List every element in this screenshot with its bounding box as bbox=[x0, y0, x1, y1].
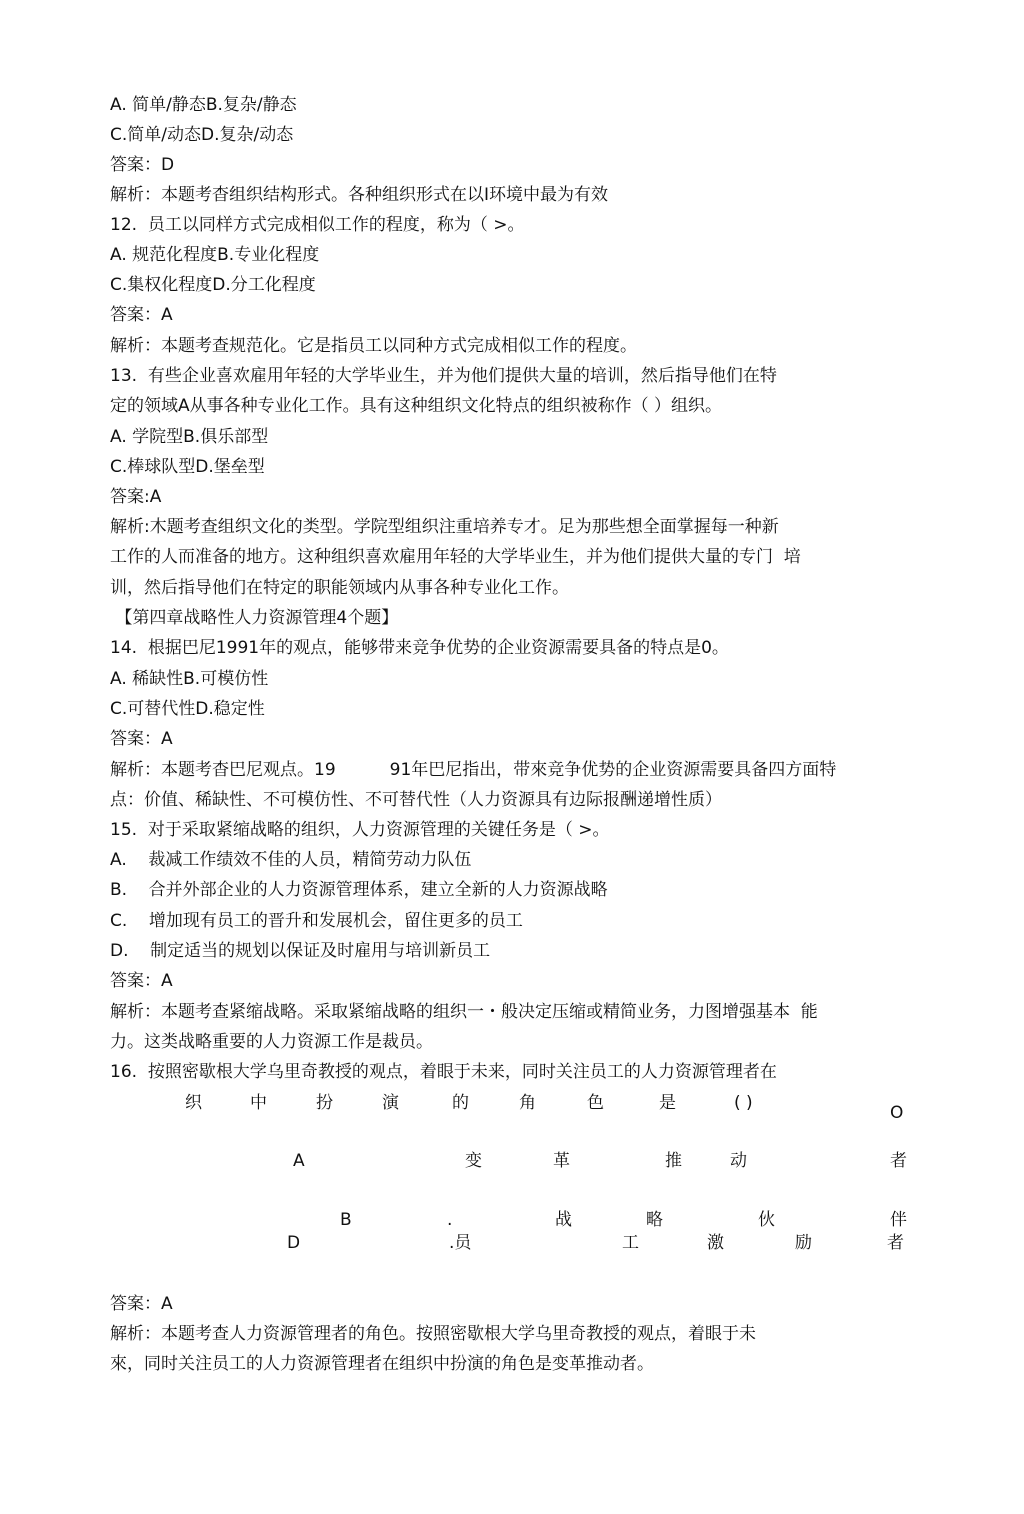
line-06: A. 规范化程度B.专业化程度 bbox=[110, 245, 320, 265]
line-13: C.棒球队型D.堡垒型 bbox=[110, 457, 265, 477]
line-16: 工作的人而准备的地方。这种组织喜欢雇用年轻的大学毕业生，并为他们提供大量的专门 培 bbox=[110, 547, 801, 567]
line-21: C.可替代性D.稳定性 bbox=[110, 699, 265, 719]
q16-row1-char: 织 bbox=[185, 1093, 202, 1113]
q16-row1-char: 的 bbox=[452, 1093, 469, 1113]
q16-option-a-char: 者 bbox=[890, 1151, 907, 1171]
line-25: 15. 对于采取紧缩战略的组织，人力资源管理的关键任务是（ >。 bbox=[110, 820, 610, 840]
q16-option-a-char: 动 bbox=[730, 1151, 747, 1171]
q16-option-b-char: 战 bbox=[555, 1210, 572, 1230]
q16-row1-char: 演 bbox=[382, 1093, 399, 1113]
q16-row1-char: 是 bbox=[659, 1093, 676, 1113]
q16-option-d-char: 工 bbox=[622, 1233, 639, 1253]
line-19: 14. 根据巴尼1991年的观点，能够带来竞争优势的企业资源需要具备的特点是0。 bbox=[110, 638, 729, 658]
line-31: 解析：本题考查紧缩战略。采取紧缩战略的组织一・般决定压缩或精简业务，力图增强基本 能 bbox=[110, 1002, 818, 1022]
line-15: 解析:木题考查组织文化的类型。学院型组织注重培养专才。足为那些想全面掌握每一种新 bbox=[110, 517, 779, 537]
line-08: 答案：A bbox=[110, 305, 173, 325]
line-27: B. 合并外部企业的人力资源管理体系，建立全新的人力资源战略 bbox=[110, 880, 608, 900]
q16-row1-char: 中 bbox=[250, 1093, 267, 1113]
q16-row1-char: 色 bbox=[587, 1093, 604, 1113]
q16-option-a-char: 革 bbox=[553, 1151, 570, 1171]
line-26: A. 裁减工作绩效不佳的人员，精简劳动力队伍 bbox=[110, 850, 472, 870]
q16-row1-char: 扮 bbox=[316, 1093, 333, 1113]
line-24: 点：价值、稀缺性、不可模仿性、不可替代性（人力资源具有边际报酬递增性质） bbox=[110, 790, 722, 810]
line-07: C.集权化程度D.分工化程度 bbox=[110, 275, 316, 295]
line-33: 16. 按照密歇根大学乌里奇教授的观点，着眼于未来，同时关注员工的人力资源管理者在 bbox=[110, 1062, 777, 1082]
line-09: 解析：本题考查规范化。它是指员工以同种方式完成相似工作的程度。 bbox=[110, 336, 637, 356]
q16-row1-char: ( ) bbox=[734, 1093, 753, 1113]
q16-option-d-char: 者 bbox=[887, 1233, 904, 1253]
line-12: A. 学院型B.俱乐部型 bbox=[110, 427, 269, 447]
q16-option-b-char: 伙 bbox=[758, 1210, 775, 1230]
line-11: 定的领域A从事各种专业化工作。具有这种组织文化特点的组织被称作（ ）组织。 bbox=[110, 396, 723, 416]
q16-explanation-2: 來，同时关注员工的人力资源管理者在组织中扮演的角色是变革推动者。 bbox=[110, 1354, 654, 1374]
line-29: D. 制定适当的规划以保证及时雇用与培训新员工 bbox=[110, 941, 491, 961]
q16-o-mark: O bbox=[890, 1103, 904, 1123]
line-02: C.简单/动态D.复杂/动态 bbox=[110, 125, 294, 145]
q16-answer: 答案：A bbox=[110, 1294, 173, 1314]
line-23: 解析：本题考杳巴尼观点。19 91年巴尼指出，带來竞争优势的企业资源需要具备四方面特 bbox=[110, 760, 837, 780]
line-14: 答案:A bbox=[110, 487, 162, 507]
line-03: 答案：D bbox=[110, 155, 175, 175]
q16-option-d-char: 激 bbox=[707, 1233, 724, 1253]
line-05: 12. 员工以同样方式完成相似工作的程度，称为（ >。 bbox=[110, 215, 525, 235]
q16-option-a-char: 变 bbox=[465, 1151, 482, 1171]
line-04: 解析：本题考杳组织结构形式。各种组织形式在以I环境中最为有效 bbox=[110, 185, 609, 205]
q16-option-b-label: B bbox=[340, 1210, 352, 1230]
q16-option-d-char: 励 bbox=[795, 1233, 812, 1253]
line-20: A. 稀缺性B.可模仿性 bbox=[110, 669, 269, 689]
line-22: 答案：A bbox=[110, 729, 173, 749]
q16-option-d-char: .员 bbox=[449, 1233, 472, 1253]
line-17: 训，然后指导他们在特定的职能领域内从事各种专业化工作。 bbox=[110, 578, 569, 598]
q16-option-b-char: . bbox=[447, 1210, 453, 1230]
q16-option-b-char: 伴 bbox=[890, 1210, 907, 1230]
line-28: C. 增加现有员工的晋升和发展机会，留住更多的员工 bbox=[110, 911, 523, 931]
line-10: 13. 有些企业喜欢雇用年轻的大学毕业生，并为他们提供大量的培训，然后指导他们在特 bbox=[110, 366, 777, 386]
q16-option-b-char: 略 bbox=[646, 1210, 663, 1230]
line-30: 答案：A bbox=[110, 971, 173, 991]
line-32: 力。这类战略重要的人力资源工作是裁员。 bbox=[110, 1032, 433, 1052]
chapter-heading: 【第四章战略性人力资源管理4个题】 bbox=[110, 608, 399, 628]
q16-option-a-label: A bbox=[293, 1151, 305, 1171]
line-01: A. 简单/静态B.复杂/静态 bbox=[110, 95, 297, 115]
q16-explanation-1: 解析：本题考查人力资源管理者的角色。按照密歇根大学乌里奇教授的观点，着眼于未 bbox=[110, 1324, 756, 1344]
q16-option-a-char: 推 bbox=[665, 1151, 682, 1171]
q16-row1-char: 角 bbox=[519, 1093, 536, 1113]
q16-option-d-label: D bbox=[287, 1233, 301, 1253]
